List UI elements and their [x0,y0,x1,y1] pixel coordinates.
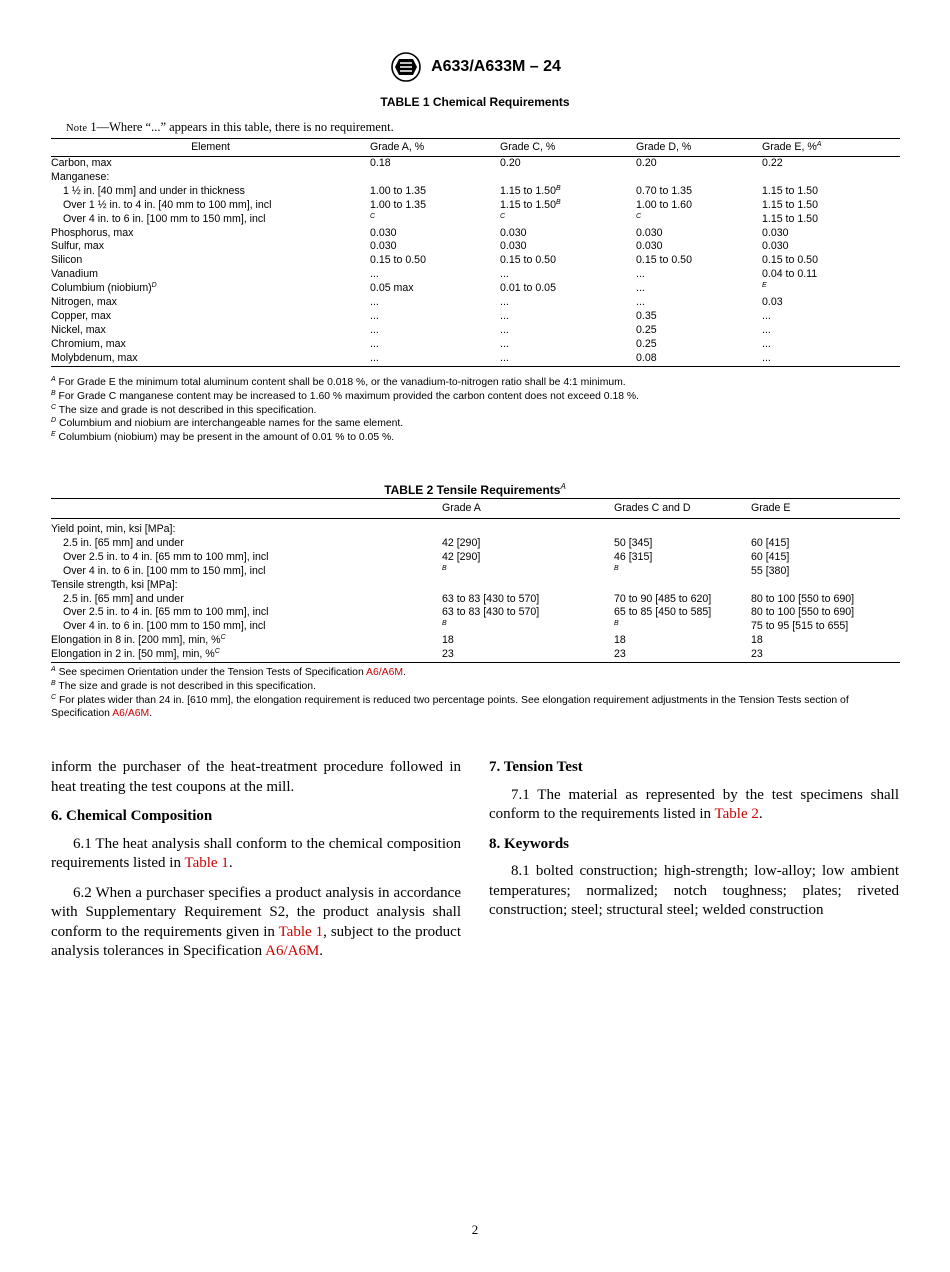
column-header: Grade A, % [370,140,425,153]
chemical-requirements-table [51,138,900,367]
table-cell: 2.5 in. [65 mm] and under [63,536,184,549]
table-cell: Elongation in 8 in. [200 mm], min, %$^C$ [51,634,226,647]
table-cell: 0.05 max [370,282,414,295]
table-cell: 80 to 100 [550 to 690] [751,606,855,619]
right-column [489,758,899,931]
table-cell [762,171,900,185]
table-cell: 18 [751,634,763,647]
paragraph-8-1: 8.1 bolted construction; high-strength; low-alloy; low ambient temperatures; normalized; notch toughness; plates; riveted construction; steel; structural steel; welded construction [489,863,899,918]
table-row [51,268,900,282]
table-cell: ... [370,351,379,364]
table-cell: C [500,212,506,220]
table-cell: ... [500,351,509,364]
table-cell: ... [370,323,379,336]
table-cell: ... [500,268,509,281]
table-cell: 1.15 to 1.50 [762,184,818,197]
table-cell: 0.030 [370,226,397,239]
table-cell: 42 [290] [442,536,481,549]
table-cell: Carbon, max [51,157,112,169]
table-cell: Over 4 in. to 6 in. [100 mm to 150 mm], incl [63,620,266,633]
table-row [51,171,900,185]
table-cell: 1.00 to 1.35 [370,198,426,211]
table-cell: 65 to 85 [450 to 585] [614,606,712,619]
table-cell: Chromium, max [51,337,126,350]
table-row [51,227,900,241]
table-cell: Copper, max [51,309,112,322]
table-cell: Nickel, max [51,323,106,336]
table-cell [442,579,614,593]
table-cell: Over 4 in. to 6 in. [100 mm to 150 mm], incl [63,564,266,577]
table-cell: 60 [415] [751,550,790,563]
tensile-requirements-table [51,498,900,663]
footnote: $^E$ Columbium (niobium) may be present in the amount of 0.01 % to 0.05 %. [51,431,395,444]
table-cell: 0.15 to 0.50 [370,254,426,267]
table-cell: Over 1 ½ in. to 4 in. [40 mm to 100 mm], incl [63,198,272,211]
table-cell: ... [500,309,509,322]
table-cell: Yield point, min, ksi [MPa]: [51,523,176,535]
table-cell: 1.15 to $1.50^B$ [500,184,561,197]
table-cell: ... [636,296,645,309]
table-cell: B [442,620,447,628]
astm-logo-icon [389,50,423,84]
table-cell: ... [500,296,509,309]
table2-title: TABLE 2 Tensile Requirements$^A$ [384,482,566,497]
table-row [51,185,900,199]
table-row [51,551,900,565]
link-a6-a6m[interactable]: A6/A6M [366,667,404,678]
table-cell: 1.00 to 1.35 [370,184,426,197]
table-cell [636,171,762,185]
table-row [51,593,900,607]
table-row [51,254,900,268]
table-cell [442,519,614,537]
table-cell: 0.25 [636,337,657,350]
table-cell: 60 [415] [751,536,790,549]
table-cell: 0.70 to 1.35 [636,184,692,197]
table-cell: 75 to 95 [515 to 655] [751,620,849,633]
column-header: Element [191,140,230,153]
table-cell: 80 to 100 [550 to 690] [751,592,855,605]
table-cell: Manganese: [51,170,110,183]
link-a6-a6m[interactable]: A6/A6M [112,708,150,720]
footnote: $^B$ The size and grade is not described in this specification. [51,679,316,692]
footnote: $^D$ Columbium and niobium are interchangeable names for the same element. [51,417,404,430]
table-row [51,537,900,551]
table-header-row [51,499,900,519]
table-cell: 23 [442,648,454,661]
table-cell [751,579,900,593]
footnote: $^C$ For plates wider than 24 in. [610 mm], the elongation requirement is reduced two percentage points. See elongation requirement adjustments in the Tension Tests section of Specification A6/A6M. [51,693,849,720]
table-cell: C [636,212,642,220]
table-cell: Elongation in 2 in. [50 mm], min, %$^C$ [51,648,220,661]
table-row [51,648,900,662]
table-cell [370,171,500,185]
table-cell: Molybdenum, max [51,351,138,364]
column-header: Grade C, % [500,140,556,153]
table-cell: 18 [614,634,626,647]
table-cell: 0.18 [370,157,391,169]
table-cell: 23 [614,648,626,661]
table-cell: 0.20 [636,157,657,169]
table-cell: 63 to 83 [430 to 570] [442,606,540,619]
table-cell: ... [370,309,379,322]
table-cell: ... [762,309,771,322]
table-cell: Over 2.5 in. to 4 in. [65 mm to 100 mm], incl [63,550,269,563]
table-cell: 0.08 [636,351,657,364]
link-table-2[interactable]: Table 2 [714,806,759,822]
table-cell: 0.030 [636,240,663,253]
table-cell [614,579,751,593]
table-row [51,157,900,171]
table-cell: E [762,282,767,290]
table-cell: Over 4 in. to 6 in. [100 mm to 150 mm], incl [63,212,266,225]
table-cell: 0.030 [500,240,527,253]
table-row [51,240,900,254]
table-row [51,324,900,338]
note-text: 1—Where “...” appears in this table, there is no requirement. [87,120,394,134]
table2-footnotes [51,666,901,721]
table-cell: 0.01 to 0.05 [500,282,556,295]
paragraph-6-1: 6.1 The heat analysis shall conform to the chemical composition requirements listed in Table 1. [51,835,461,871]
table-cell: Silicon [51,254,83,267]
table1-note [66,120,394,135]
table-cell [614,519,751,537]
table-cell: 0.030 [762,240,789,253]
document-designation: A633/A633M – 24 [431,58,561,75]
table-cell: Over 2.5 in. to 4 in. [65 mm to 100 mm], incl [63,606,269,619]
footnote: $^C$ The size and grade is not described in this specification. [51,403,317,416]
table-cell: 63 to 83 [430 to 570] [442,592,540,605]
table-cell: ... [500,337,509,350]
column-header: Grade E, %$^A$ [762,140,822,153]
table-cell: 0.030 [762,226,789,239]
table-cell: Columbium (niobium)$^D$ [51,282,157,295]
table-cell: 1.00 to 1.60 [636,198,692,211]
table-header-row [51,139,900,157]
table-cell: Sulfur, max [51,240,104,253]
page-header [0,50,950,84]
table-row [51,519,900,537]
table-cell: 1.15 to $1.50^B$ [500,198,561,211]
table-cell: 0.030 [370,240,397,253]
table-cell: 70 to 90 [485 to 620] [614,592,712,605]
table-cell: 42 [290] [442,550,481,563]
footnote: $^A$ For Grade E the minimum total aluminum content shall be 0.018 %, or the vanadium-to-nitrogen ratio shall be 4:1 minimum. [51,376,626,388]
table-cell: ... [762,337,771,350]
table-cell: ... [500,323,509,336]
table-cell [751,519,900,537]
table-cell: ... [636,268,645,281]
table-cell: Vanadium [51,268,98,281]
table-cell: 50 [345] [614,536,653,549]
footnote: $^A$ See specimen Orientation under the Tension Tests of Specification A6/A6M. [51,666,406,678]
table-cell: 2.5 in. [65 mm] and under [63,592,184,605]
column-header: Grades C and D [614,501,691,514]
table-cell: ... [636,282,645,295]
table-cell: 0.35 [636,309,657,322]
table-row [51,310,900,324]
table-cell: ... [370,268,379,281]
table-cell: 0.04 to 0.11 [762,268,818,281]
footnote: $^B$ For Grade C manganese content may be increased to 1.60 % maximum provided the carbon content does not exceed 0.18 %. [51,389,640,402]
table-cell: 0.15 to 0.50 [762,254,818,267]
continued-paragraph: inform the purchaser of the heat-treatment procedure followed in heat treating the test coupons at the mill. [51,759,461,795]
table-row [51,282,900,296]
table-row [51,606,900,620]
table-cell: B [614,620,619,628]
table-row [51,620,900,634]
table-row [51,296,900,310]
table-row [51,199,900,213]
paragraph-6-2: 6.2 When a purchaser specifies a product analysis in accordance with Supplementary Requirement S2, the product analysis shall conform to the requirements given in Table 1, subject to the product analysis tolerances in Specification A6/A6M. [51,884,461,959]
table-cell: C [370,212,376,220]
table-cell: ... [370,337,379,350]
table-cell: 0.03 [762,296,783,309]
note-label: Note [66,123,88,134]
table-cell: ... [370,296,379,309]
section-8-heading: 8. Keywords [489,835,569,852]
table-row [51,213,900,227]
table-cell: Tensile strength, ksi [MPa]: [51,578,178,591]
table-row [51,338,900,352]
table-cell [500,171,636,185]
link-table-1[interactable]: Table 1 [278,923,324,940]
table-cell: 0.22 [762,157,783,169]
table-row [51,634,900,648]
table-cell: 0.15 to 0.50 [500,254,556,267]
table-cell: 46 [315] [614,550,653,563]
table-cell: 1.15 to 1.50 [762,212,818,225]
table-row [51,579,900,593]
table-cell: 23 [751,648,763,661]
table-cell: 0.15 to 0.50 [636,254,692,267]
table-cell: 0.20 [500,157,521,169]
table-cell: B [442,564,447,572]
table-cell: 1.15 to 1.50 [762,198,818,211]
table-cell: 0.030 [636,226,663,239]
link-a6-a6m[interactable]: A6/A6M [265,943,320,959]
left-column [51,758,461,972]
section-6-heading: 6. Chemical Composition [51,808,213,824]
column-header: Grade E [751,501,791,514]
table1-title: TABLE 1 Chemical Requirements [380,95,570,109]
table-row [51,565,900,579]
table-cell: 18 [442,634,454,647]
link-table-1[interactable]: Table 1 [184,855,229,871]
table-cell: ... [762,323,771,336]
table-cell: Nitrogen, max [51,296,117,309]
paragraph-7-1: 7.1 The material as represented by the test specimens shall conform to the requirements listed in Table 2. [489,786,899,822]
table1-footnotes [51,376,901,445]
table-cell: 1 ½ in. [40 mm] and under in thickness [63,184,245,197]
table-cell: 55 [380] [751,564,790,577]
table-row [51,352,900,366]
table-cell: ... [762,351,771,364]
table-cell: 0.25 [636,323,657,336]
column-header: Grade D, % [636,140,692,153]
page-number: 2 [471,1222,479,1237]
section-7-heading: 7. Tension Test [489,759,583,775]
column-header: Grade A [442,501,481,514]
column-header [51,499,442,519]
table-cell: B [614,564,619,572]
table-cell: 0.030 [500,226,527,239]
table-cell: Phosphorus, max [51,226,134,239]
